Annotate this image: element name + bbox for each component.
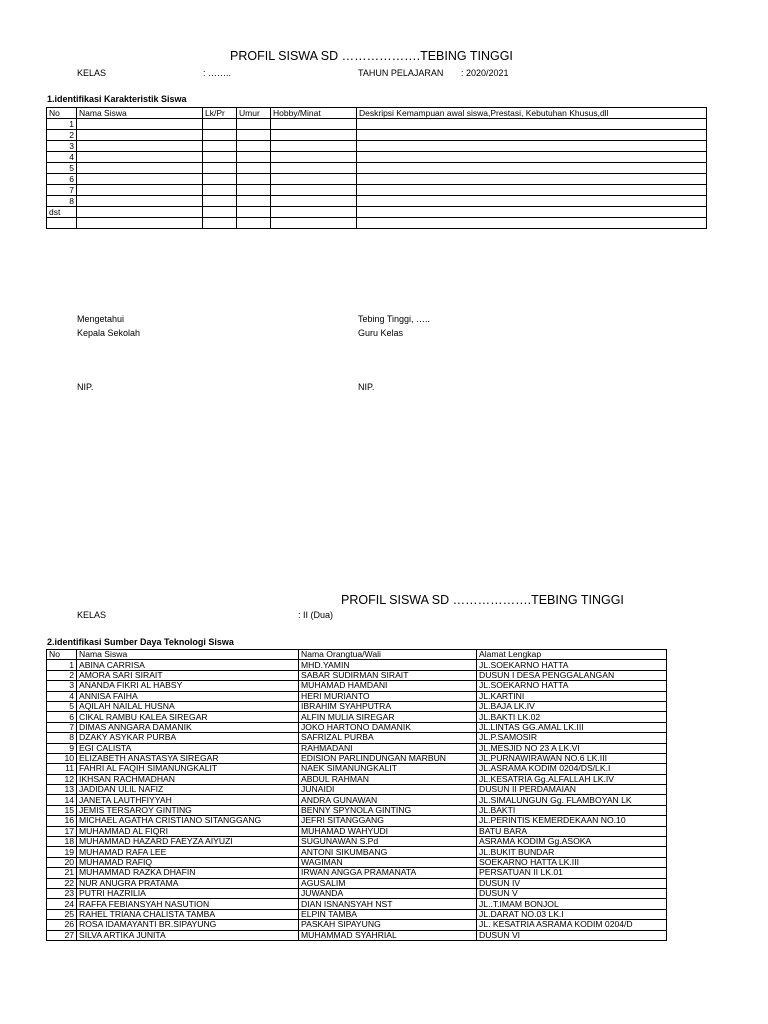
empty-cell [77, 185, 203, 196]
empty-cell [237, 218, 271, 229]
empty-cell [77, 141, 203, 152]
address: DUSUN II PERDAMAIAN [477, 785, 667, 795]
empty-cell [357, 152, 707, 163]
row-number: 11 [47, 764, 77, 774]
header-alamat: Alamat Lengkap [477, 650, 667, 660]
empty-cell [357, 119, 707, 130]
row-number: 1 [47, 660, 77, 670]
section1-title: 1.identifikasi Karakteristik Siswa [47, 94, 187, 104]
parent-name: IRWAN ANGGA PRAMANATA [299, 868, 477, 878]
header-lk-pr: Lk/Pr [203, 108, 237, 119]
parent-name: ALFIN MULIA SIREGAR [299, 712, 477, 722]
empty-cell [47, 218, 77, 229]
table-row [47, 920, 667, 930]
header-no: No [47, 650, 77, 660]
table-row [47, 805, 667, 815]
kepala-sekolah-label: Kepala Sekolah [77, 328, 141, 338]
address: JL.BUKIT BUNDAR [477, 847, 667, 857]
row-number: 10 [47, 753, 77, 763]
student-name: ABINA CARRISA [77, 660, 299, 670]
address: SOEKARNO HATTA LK.III [477, 857, 667, 867]
header-hobby: Hobby/Minat [271, 108, 357, 119]
parent-name: SABAR SUDIRMAN SIRAIT [299, 670, 477, 680]
empty-cell [237, 152, 271, 163]
empty-cell [271, 185, 357, 196]
table-row [47, 712, 667, 722]
row-number: 18 [47, 837, 77, 847]
table-row [47, 163, 707, 174]
empty-cell [77, 196, 203, 207]
parent-name: IBRAHIM SYAHPUTRA [299, 701, 477, 711]
address: JL.DARAT NO.03 LK.I [477, 909, 667, 919]
parent-name: DIAN ISNANSYAH NST [299, 899, 477, 909]
address: JL.SIMALUNGUN Gg. FLAMBOYAN LK [477, 795, 667, 805]
empty-cell [237, 141, 271, 152]
row-number: 21 [47, 868, 77, 878]
address: JL.SOEKARNO HATTA [477, 660, 667, 670]
address: JL..T.IMAM BONJOL [477, 899, 667, 909]
address: JL.KESATRIA Gg.ALFALLAH LK.IV [477, 774, 667, 784]
parent-name: SAFRIZAL PURBA [299, 733, 477, 743]
row-number: 19 [47, 847, 77, 857]
row-number: 2 [47, 670, 77, 680]
student-name: MUHAMAD RAFA LEE [77, 847, 299, 857]
table-row [47, 207, 707, 218]
table-header-row [47, 650, 667, 660]
row-number: 5 [47, 163, 77, 174]
table-row [47, 837, 667, 847]
student-name: AMORA SARI SIRAIT [77, 670, 299, 680]
parent-name: AGUSALIM [299, 878, 477, 888]
student-name: DZAKY ASYKAR PURBA [77, 733, 299, 743]
row-dst: dst [47, 207, 77, 218]
empty-cell [77, 130, 203, 141]
kelas-label: KELAS [77, 68, 107, 78]
header-no: No [47, 108, 77, 119]
empty-cell [77, 119, 203, 130]
tahun-pelajaran-value: : 2020/2021 [461, 68, 509, 78]
row-number: 6 [47, 174, 77, 185]
table-row [47, 670, 667, 680]
table-row [47, 743, 667, 753]
parent-name: MUHAMMAD SYAHRIAL [299, 930, 477, 940]
karakteristik-table [46, 107, 707, 229]
address: JL.BAKTI [477, 805, 667, 815]
parent-name: NAEK SIMANUNGKALIT [299, 764, 477, 774]
table-row [47, 753, 667, 763]
parent-name: MUHAMAD WAHYUDI [299, 826, 477, 836]
table-row [47, 196, 707, 207]
student-name: DIMAS ANNGARA DAMANIK [77, 722, 299, 732]
parent-name: WAGIMAN [299, 857, 477, 867]
empty-cell [77, 207, 203, 218]
student-name: SILVA ARTIKA JUNITA [77, 930, 299, 940]
student-name: MUHAMMAD AL FIQRI [77, 826, 299, 836]
header-nama-orangtua: Nama Orangtua/Wali [299, 650, 477, 660]
row-number: 20 [47, 857, 77, 867]
empty-cell [203, 152, 237, 163]
nip-right-label: NIP. [358, 382, 375, 392]
row-number: 9 [47, 743, 77, 753]
student-name: ANNISA FAIHA [77, 691, 299, 701]
empty-cell [271, 119, 357, 130]
row-number: 8 [47, 196, 77, 207]
table-row [47, 764, 667, 774]
parent-name: HERI MURIANTO [299, 691, 477, 701]
parent-name: RAHMADANI [299, 743, 477, 753]
empty-cell [357, 196, 707, 207]
empty-cell [357, 207, 707, 218]
empty-cell [203, 119, 237, 130]
section2-title: 2.identifikasi Sumber Daya Teknologi Siswa [47, 637, 234, 647]
empty-cell [203, 174, 237, 185]
parent-name: MUHAMAD HAMDANI [299, 681, 477, 691]
address: DUSUN IV [477, 878, 667, 888]
address: DUSUN I DESA PENGGALANGAN [477, 670, 667, 680]
table-header-row [47, 108, 707, 119]
table-row [47, 701, 667, 711]
row-number: 24 [47, 899, 77, 909]
row-number: 12 [47, 774, 77, 784]
table-row [47, 733, 667, 743]
table-row [47, 185, 707, 196]
empty-cell [77, 152, 203, 163]
table-row [47, 681, 667, 691]
row-number: 14 [47, 795, 77, 805]
empty-cell [203, 185, 237, 196]
row-number: 17 [47, 826, 77, 836]
empty-cell [237, 196, 271, 207]
table-row [47, 878, 667, 888]
row-number: 16 [47, 816, 77, 826]
header-umur: Umur [237, 108, 271, 119]
empty-cell [271, 163, 357, 174]
empty-cell [203, 218, 237, 229]
tahun-pelajaran-label: TAHUN PELAJARAN [358, 68, 444, 78]
mengetahui-label: Mengetahui [77, 314, 125, 324]
empty-cell [357, 218, 707, 229]
guru-kelas-label: Guru Kelas [358, 328, 404, 338]
table-row [47, 691, 667, 701]
student-name: MUHAMMAD HAZARD FAEYZA AIYUZI [77, 837, 299, 847]
parent-name: PASKAH SIPAYUNG [299, 920, 477, 930]
address: JL.PERINTIS KEMERDEKAAN NO.10 [477, 816, 667, 826]
address: JL.BAJA LK.IV [477, 701, 667, 711]
student-name: JADIDAN ULIL NAFIZ [77, 785, 299, 795]
address: JL. KESATRIA ASRAMA KODIM 0204/D [477, 920, 667, 930]
header-nama-siswa: Nama Siswa [77, 650, 299, 660]
empty-cell [237, 119, 271, 130]
table-row [47, 888, 667, 898]
empty-cell [357, 130, 707, 141]
empty-cell [77, 174, 203, 185]
student-name: JEMIS TERSAROY GINTING [77, 805, 299, 815]
empty-cell [203, 196, 237, 207]
table-row [47, 868, 667, 878]
address: JL.LINTAS GG.AMAL LK.III [477, 722, 667, 732]
student-name: IKHSAN RACHMADHAN [77, 774, 299, 784]
address: BATU BARA [477, 826, 667, 836]
empty-cell [77, 163, 203, 174]
page1-title: PROFIL SISWA SD ……………….TEBING TINGGI [230, 49, 513, 63]
nip-left-label: NIP. [77, 382, 94, 392]
row-number: 22 [47, 878, 77, 888]
empty-cell [237, 163, 271, 174]
empty-cell [237, 185, 271, 196]
table-row [47, 930, 667, 940]
row-number: 26 [47, 920, 77, 930]
student-name: MUHAMMAD RAZKA DHAFIN [77, 868, 299, 878]
student-name: RAHEL TRIANA CHALISTA TAMBA [77, 909, 299, 919]
parent-name: JEFRI SITANGGANG [299, 816, 477, 826]
table-row [47, 785, 667, 795]
page2-title: PROFIL SISWA SD ……………….TEBING TINGGI [341, 593, 624, 607]
table-row [47, 660, 667, 670]
empty-cell [237, 174, 271, 185]
empty-cell [203, 163, 237, 174]
parent-name: MHD.YAMIN [299, 660, 477, 670]
row-number: 25 [47, 909, 77, 919]
address: JL.KARTINI [477, 691, 667, 701]
row-number: 4 [47, 152, 77, 163]
table-row [47, 130, 707, 141]
row-number: 8 [47, 733, 77, 743]
address: JL.BAKTI LK.02 [477, 712, 667, 722]
address: JL.SOEKARNO HATTA [477, 681, 667, 691]
parent-name: JUWANDA [299, 888, 477, 898]
row-number: 1 [47, 119, 77, 130]
address: DUSUN VI [477, 930, 667, 940]
table-row [47, 141, 707, 152]
table-row [47, 826, 667, 836]
table-row [47, 119, 707, 130]
address: JL.MESJID NO 23 A LK.VI [477, 743, 667, 753]
row-number: 4 [47, 691, 77, 701]
empty-cell [271, 207, 357, 218]
student-name: RAFFA FEBIANSYAH NASUTION [77, 899, 299, 909]
student-name: MICHAEL AGATHA CRISTIANO SITANGGANG [77, 816, 299, 826]
parent-name: JOKO HARTONO DAMANIK [299, 722, 477, 732]
kelas2-label: KELAS [77, 610, 107, 620]
table-row [47, 774, 667, 784]
empty-cell [271, 152, 357, 163]
kelas-value: : …….. [203, 68, 232, 78]
header-deskripsi: Deskripsi Kemampuan awal siswa,Prestasi, Kebutuhan Khusus,dll [357, 108, 707, 119]
parent-name: JUNAIDI [299, 785, 477, 795]
row-number: 27 [47, 930, 77, 940]
student-name: ELIZABETH ANASTASYA SIREGAR [77, 753, 299, 763]
table-row [47, 152, 707, 163]
empty-cell [357, 174, 707, 185]
parent-name: SUGUNAWAN S.Pd [299, 837, 477, 847]
student-name: EGI CALISTA [77, 743, 299, 753]
student-name: PUTRI HAZRILIA [77, 888, 299, 898]
table-row [47, 857, 667, 867]
empty-cell [271, 141, 357, 152]
empty-cell [237, 207, 271, 218]
row-number: 7 [47, 185, 77, 196]
table-row [47, 174, 707, 185]
parent-name: ANDRA GUNAWAN [299, 795, 477, 805]
empty-cell [271, 218, 357, 229]
parent-name: ABDUL RAHMAN [299, 774, 477, 784]
student-name: JANETA LAUTHFIYYAH [77, 795, 299, 805]
student-name: ROSA IDAMAYANTI BR.SIPAYUNG [77, 920, 299, 930]
sumber-daya-table [46, 649, 667, 941]
parent-name: BENNY SPYNOLA GINTING [299, 805, 477, 815]
address: PERSATUAN II LK.01 [477, 868, 667, 878]
row-number: 7 [47, 722, 77, 732]
table-row [47, 722, 667, 732]
row-number: 2 [47, 130, 77, 141]
address: JL.PURNAWIRAWAN NO.6 LK.III [477, 753, 667, 763]
table-row [47, 899, 667, 909]
empty-cell [203, 207, 237, 218]
row-number: 5 [47, 701, 77, 711]
empty-cell [203, 141, 237, 152]
empty-cell [357, 163, 707, 174]
empty-cell [357, 185, 707, 196]
row-number: 3 [47, 141, 77, 152]
empty-cell [271, 196, 357, 207]
student-name: NUR ANUGRA PRATAMA [77, 878, 299, 888]
address: JL.ASRAMA KODIM 0204/DS/LK.I [477, 764, 667, 774]
row-number: 3 [47, 681, 77, 691]
address: DUSUN V [477, 888, 667, 898]
student-name: CIKAL RAMBU KALEA SIREGAR [77, 712, 299, 722]
empty-cell [357, 141, 707, 152]
empty-cell [271, 130, 357, 141]
address: JL.P.SAMOSIR [477, 733, 667, 743]
kelas2-value: : II (Dua) [298, 610, 334, 620]
student-name: AQILAH NAILAL HUSNA [77, 701, 299, 711]
table-row [47, 909, 667, 919]
empty-cell [271, 174, 357, 185]
row-number: 23 [47, 888, 77, 898]
empty-cell [203, 130, 237, 141]
table-row [47, 218, 707, 229]
parent-name: ELPIN TAMBA [299, 909, 477, 919]
table-row [47, 847, 667, 857]
empty-cell [237, 130, 271, 141]
student-name: MUHAMAD RAFIQ [77, 857, 299, 867]
table-row [47, 795, 667, 805]
table-row [47, 816, 667, 826]
tempat-tanggal-label: Tebing Tinggi, ….. [358, 314, 431, 324]
student-name: ANANDA FIKRI AL HABSY [77, 681, 299, 691]
parent-name: ANTONI SIKUMBANG [299, 847, 477, 857]
row-number: 6 [47, 712, 77, 722]
parent-name: EDISION PARLINDUNGAN MARBUN [299, 753, 477, 763]
row-number: 13 [47, 785, 77, 795]
empty-cell [77, 218, 203, 229]
address: ASRAMA KODIM Gg.ASOKA [477, 837, 667, 847]
student-name: FAHRI AL FAQIH SIMANUNGKALIT [77, 764, 299, 774]
header-nama-siswa: Nama Siswa [77, 108, 203, 119]
row-number: 15 [47, 805, 77, 815]
